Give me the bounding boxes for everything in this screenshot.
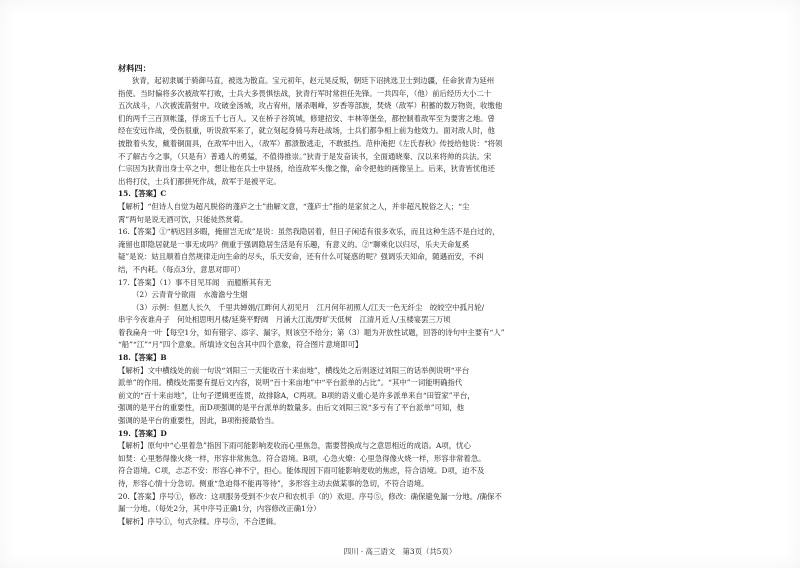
q20-explanation: 漏一分地。（每处2分，其中序号正确1分，内容修改正确1分）: [118, 504, 321, 514]
q17-answer: 17.【答案】（1）事不目见耳闻 而臆断其有无: [118, 277, 272, 287]
q17-answer-3: （3）示例：但愿人长久 千里共婵娟/江畔何人初见月 江月何年初照人/江天一色无纤尘 皎皎空中孤月轮/: [132, 302, 485, 312]
page-footer: 四川 · 高三语文 第3页（共5页）: [343, 547, 457, 556]
section-title: 材料四：: [118, 63, 151, 73]
material4-line: 们的两千三百顶帐篷，俘虏五千七百人。又在桥子谷筑城，修建招安、丰林等堡垒，都控制着敌军至为要害之地。曾: [118, 113, 495, 123]
q20-answer: 20.【答案】序号①，修改：这项服务受到不少农户和农机手（的）欢迎。序号⑤，修改：确保避免漏一分地。/确保不: [118, 491, 502, 501]
q18-explanation: 强调的是平台的重要性，因此，B项衔接最恰当。: [118, 416, 279, 426]
material4-line: 狄青，起初隶属于骑御马直，被选为散直。宝元初年，赵元昊反叛，朝廷下诏挑选卫士到边疆，任命狄青为延州: [132, 76, 495, 85]
q16-explanation: 疑”是说：姑且顺着自然规律走向生命的尽头，乐天安命，还有什么可疑惑的呢？强调乐天知命，随遇而安，不纠: [118, 252, 484, 262]
material4-passage: [118, 75, 700, 188]
q15-explanation: 霄”两句是说无酒可饮，只能徒然赏菊。: [118, 214, 248, 224]
q19-explanation: 待，形容心情十分急切。侧重“急迫得不能再等待”，多形容主动去做某事的急切，不符合语境。: [118, 479, 429, 488]
material4-line: 不了解古今之事，（只是有）普通人的勇猛，不值得推崇。”狄青于是发奋读书，全面通晓秦、汉以来将帅的兵法。宋: [118, 151, 492, 161]
q16-explanation: 结，不内耗。（每点3分，意思对即可）: [118, 264, 245, 274]
q19-explanation: 符合语境。C项，忐忑不安：形容心神不宁，担心。能体现因下雨可能影响麦收的焦虑，符合语境。D项，迫不及: [118, 466, 485, 476]
q20-explanation: 【解析】序号①，句式杂糅。序号⑤，不合逻辑。: [118, 516, 281, 526]
q19-answer: 19.【答案】D: [118, 428, 167, 438]
q17-answer-3: 着我扁舟一叶【每空1分，如有错字、添字、漏字，则该空不给分；第（3）题为开放性试题，回答的诗句中主要有“人”: [118, 327, 505, 337]
q17-answer-3: “船”“江”“月”四个意象。所填诗文包含其中四个意象，符合图片意境即可】: [118, 340, 363, 350]
q16-answer: 16.【答案】①“柄迟回多暇，掩留岂无成”是说：虽然我隐居着，但日子闲适有很多欢乐，而且这种生活不是白过的，: [118, 227, 500, 237]
material4-line: 指使。当时偏将多次被敌军打败，士兵大多畏惧怯战，狄青行军时常担任先锋。一共四年，（他）前后经历大小二十: [118, 88, 492, 98]
material4-line: 仁宗因为狄青出身士卒之中，想让他在兵士中显扬，给连敌军头像之像，命令把他的画像呈上。后来，狄青皆忧他还: [118, 164, 495, 174]
q17-answer-3: 串宇今夜谁舟子 何处相思明月楼/延葵平野阔 月涌大江流/野旷天低树 江清月近人/玉楼宴罢三万顷: [118, 315, 451, 325]
material4-line: 五次战斗，八次被流箭射中。攻破金汤城，攻占宥州，屠杀咽峰，岁香等部族，焚烧（敌军）积蓄的数万物资，收缴他: [118, 101, 503, 111]
material4-line: 经在安远作战，受伤很重，听说敌军来了，就立刻起身骑马奔赴战场，士兵们都争相上前为他效力。面对敌人时，他: [118, 126, 495, 136]
q15-answer: 15.【答案】C: [118, 189, 167, 199]
q18-explanation: 派单”的作用。横线处需要有提后文内容，说明“百十来亩地”中“平台派单的占比”。“其中”一词能明确指代: [118, 378, 463, 388]
material4-line: 出将打仗，士兵们都拼死作战，敌军于是被平定。: [118, 176, 281, 186]
q15-explanation: 【解析】“但诗人自觉为超凡脱俗的蓬庐之士”曲解文意，“蓬庐士”指的是家贫之人，并非超凡脱俗之人；“尘: [118, 201, 470, 211]
q19-explanation: 如焚：心里愁得像火烧一样，形容非常焦急。符合语境。B项，心急火燎：心里急得像火烧一样，形容非常着急。: [118, 453, 486, 463]
q18-explanation: 前文的“百十来亩地”，让句子逻辑更连贯，故排除A，C两项。B项的语义重心是许多派单来自“田管家”平台，: [118, 390, 475, 400]
q18-explanation: 强调的是平台的重要性，而D项强调的是平台派单的数量多。由后文刘阳三说“多亏有了平台派单”可知，他: [118, 403, 465, 413]
material4-line: 披散着头发，戴着铜面具，在敌军中出入，（敌军）都溃散逃走，不敢抵挡。范仲淹把《左氏春秋》传授给他说：“将领: [118, 138, 503, 148]
q18-explanation: 【解析】文中横线处的前一句说“刘阳三一天能收百十来亩地”，横线处之后则逐过刘阳三的话举例说明“平台: [118, 365, 470, 375]
q19-explanation: 【解析】原句中“心里着急”指因下雨可能影响麦收而心里焦急，需要替换成与之意思相近的成语。A项，忧心: [118, 441, 471, 451]
q18-answer: 18.【答案】B: [118, 353, 167, 363]
q16-explanation: 淹留也即隐居就是一事无成吗？侧重于强调隐居生活是有乐趣，有意义的。②“聊乘化以归尽，乐夫天命复奚: [118, 239, 470, 249]
q17-answer-2: （2）云青青兮欲雨 水澹澹兮生烟: [132, 290, 248, 300]
